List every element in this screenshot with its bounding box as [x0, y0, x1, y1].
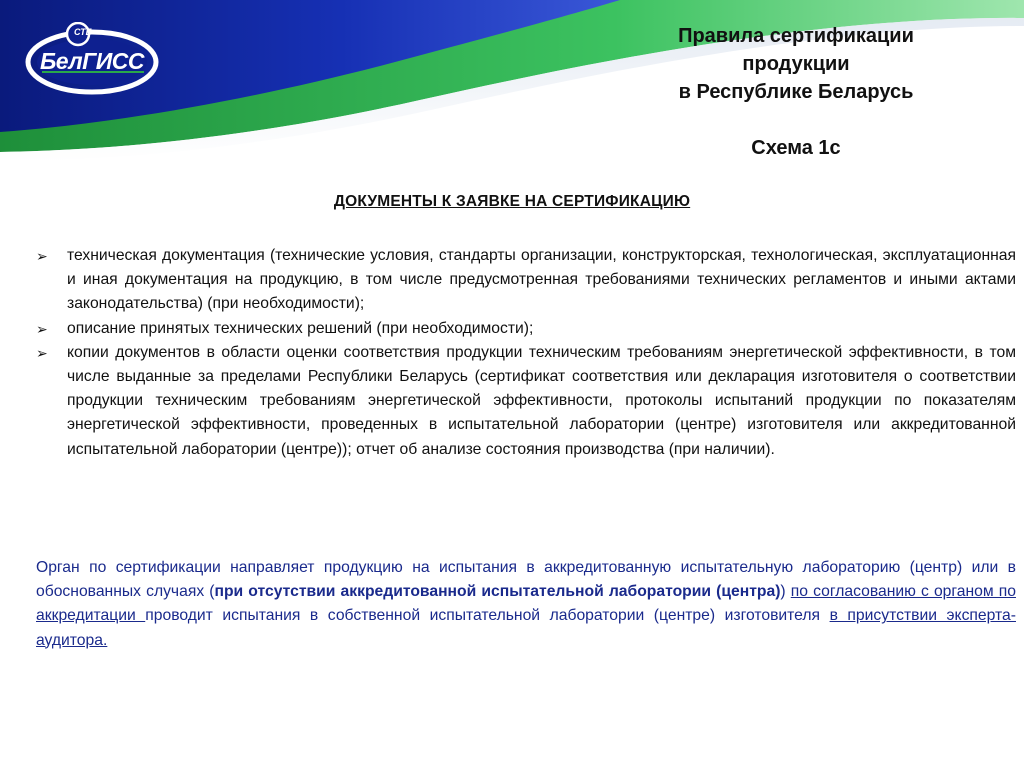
note-underlined-auditor: в присутствии эксперта-аудитора.: [36, 607, 1016, 649]
arrow-bullet-icon: ➢: [36, 344, 48, 361]
logo-wordmark: БелГИСС: [39, 48, 145, 74]
logo-stb-mark: СТБ: [74, 27, 93, 37]
note-underlined-accreditation: по согласованию с органом по аккредитации: [36, 583, 1016, 625]
certification-note: [36, 556, 1016, 653]
list-item: [36, 244, 1016, 317]
list-item: [36, 341, 1016, 462]
list-item-text: описание принятых технических решений (при необходимости);: [67, 319, 534, 337]
page-title: [600, 22, 992, 162]
arrow-bullet-icon: ➢: [36, 248, 48, 264]
list-item-text: копии документов в области оценки соответствия продукции техническим требованиям энергетической эффективности, в том числе выданные за пределами Республики Беларусь (сертификат соответствия или декларация изготовителя о соответствии продукции техническим требованиям энергетической эффективности, протоколы испытаний продукции по показателям энергетической эффективности, проведенных в испытательной лаборатории (центре) изготовителя или аккредитованной испытательной лаборатории (центре)); отчет об анализе состояния производства (при наличии).: [67, 343, 1016, 458]
list-item: [36, 317, 1016, 341]
arrow-bullet-icon: ➢: [36, 320, 48, 337]
note-bold-condition: при отсутствии аккредитованной испытательной лаборатории (центра): [214, 583, 781, 601]
scheme-label: Схема 1с: [751, 137, 841, 159]
title-spacer: [600, 106, 992, 134]
title-line-2: продукции: [742, 53, 850, 75]
note-text: проводит испытания в собственной испытательной лаборатории (центре) изготовителя: [145, 607, 830, 625]
title-line-1: Правила сертификации: [678, 25, 914, 47]
documents-list: [36, 244, 1016, 462]
title-line-3: в Республике Беларусь: [678, 81, 914, 103]
list-item-text: техническая документация (технические условия, стандарты организации, конструкторская, технологическая, эксплуатационная и иная документация на продукцию, в том числе предусмотренная требованиями технических регламентов и иными актами законодательства) (при необходимости);: [67, 247, 1016, 313]
note-text: ): [780, 583, 791, 601]
section-heading: ДОКУМЕНТЫ К ЗАЯВКЕ НА СЕРТИФИКАЦИЮ: [333, 193, 691, 210]
note-text: Орган по сертификации направляет продукцию на испытания в аккредитованную испытательную лабораторию (центр) или в обоснованных случаях (: [36, 559, 1016, 601]
